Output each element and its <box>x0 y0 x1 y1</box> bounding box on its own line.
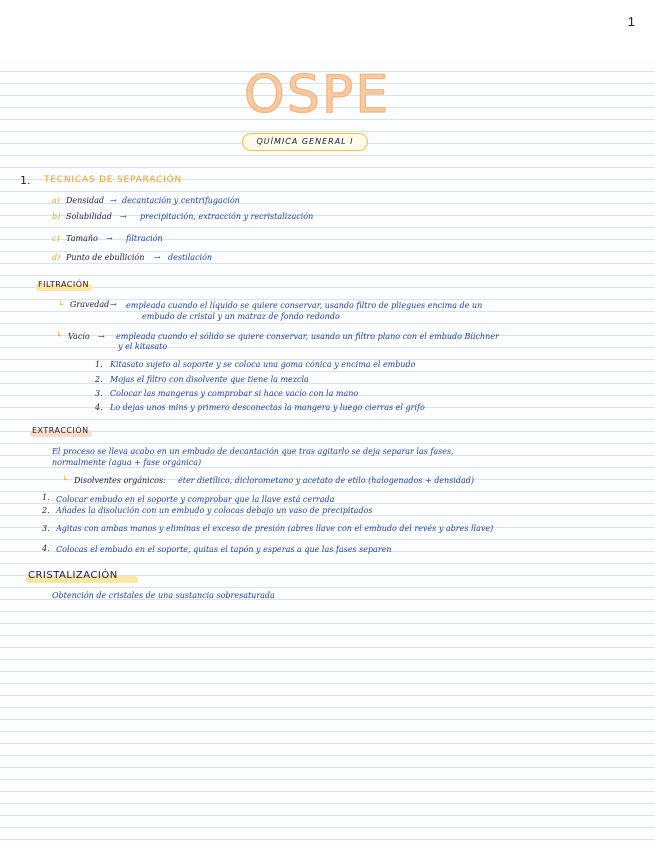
extraction-step-text: Colocar embudo en el soporte y comprobar que la llave está cerrada <box>56 495 335 504</box>
step-number: 2. <box>95 375 103 384</box>
page-top-margin <box>0 0 655 58</box>
page-title-text: OSPE <box>243 65 391 125</box>
arrow-marker: ↳ <box>58 299 65 308</box>
item-text-solubility: precipitación, extracción y recristalización <box>140 212 314 221</box>
extraction-step-text: Agitas con ambas manos y eliminas el exceso de presión (abres llave con el embudo del revés y abres llave) <box>56 524 494 533</box>
filtration-step-text: Lo dejas unos mins y primero desconectas la mangera y luego cierras el grifo <box>110 403 425 412</box>
step-number: 3. <box>95 389 103 398</box>
step-number: 3. <box>42 524 50 533</box>
item-text-size: filtración <box>126 234 163 243</box>
item-arrow: → <box>110 196 117 205</box>
section-title: TECNICAS DE SEPARACIÓN <box>44 175 182 185</box>
extraction-step-text: Colocas el embudo en el soporte, quitas el tapón y esperas a que las fases separen <box>56 545 392 554</box>
gravity-text-line2: embudo de cristal y un matraz de fondo redondo <box>142 312 340 321</box>
crystallization-text: Obtención de cristales de una sustancia sobresaturada <box>52 591 275 600</box>
item-label-density: Densidad <box>66 196 104 205</box>
item-arrow: → <box>120 212 127 221</box>
step-number: 4. <box>42 544 50 553</box>
item-text-density: decantación y centrifugación <box>122 196 240 205</box>
extraction-paragraph-line2: normalmente (agua + fase orgánica) <box>52 458 202 467</box>
page-number: 1 <box>627 14 635 29</box>
crystallization-heading: CRISTALIZACIÓN <box>28 570 118 581</box>
step-number: 4. <box>95 403 103 412</box>
filtration-heading: FILTRACIÓN <box>38 280 89 289</box>
step-number: 2. <box>42 506 50 515</box>
item-arrow: → <box>154 253 161 262</box>
subtitle-badge: QUÍMICA GENERAL I <box>242 133 368 151</box>
solvents-text: éter dietílico, diclorometano y acetato de etilo (halogenados + densidad) <box>178 476 474 485</box>
item-arrow: → <box>106 234 113 243</box>
item-text-boiling-point: destilación <box>168 253 213 262</box>
item-label-solubility: Solubilidad <box>66 212 112 221</box>
gravity-label: Gravedad <box>70 300 110 309</box>
item-arrow: → <box>98 332 105 341</box>
vacuum-text-line2: y el kitasato <box>118 342 168 351</box>
step-number: 1. <box>95 360 103 369</box>
item-marker-a: a) <box>52 196 60 205</box>
filtration-step-text: Kitasato sujeto al soporte y se coloca una goma cónica y encima el embudo <box>110 360 416 369</box>
item-arrow: → <box>110 300 117 309</box>
arrow-marker: ↳ <box>56 330 63 339</box>
item-label-size: Tamaño <box>66 234 98 243</box>
solvents-label: Disolventes orgánicos: <box>74 476 166 485</box>
item-marker-b: b) <box>52 212 61 221</box>
section-number: 1. <box>20 174 31 187</box>
item-marker-d: d) <box>52 253 61 262</box>
filtration-step-text: Colocar las mangeras y comprobar si hace vacío con la mano <box>110 389 359 398</box>
extraction-heading: EXTRACCIÓN <box>32 426 89 435</box>
vacuum-text-line1: empleada cuando el sólido se quiere conservar, usando un filtro plano con el embudo Büchner <box>116 332 499 341</box>
filtration-step-text: Mojas el filtro con disolvente que tiene la mezcla <box>110 375 309 384</box>
step-number: 1. <box>42 493 50 502</box>
gravity-text-line1: empleada cuando el líquido se quiere conservar, usando filtro de pliegues encima de un <box>126 301 483 310</box>
vacuum-label: Vacío <box>68 332 90 341</box>
extraction-step-text: Añades la disolución con un embudo y colocas debajo un vaso de precipitados <box>56 506 373 515</box>
extraction-paragraph-line1: El proceso se lleva acabo en un embudo de decantación que tras agitarlo se deja separar las fases, <box>52 447 454 456</box>
page-title <box>243 60 391 125</box>
item-marker-c: c) <box>52 234 60 243</box>
item-label-boiling-point: Punto de ebullición <box>66 253 145 262</box>
arrow-marker: ↳ <box>62 474 69 483</box>
